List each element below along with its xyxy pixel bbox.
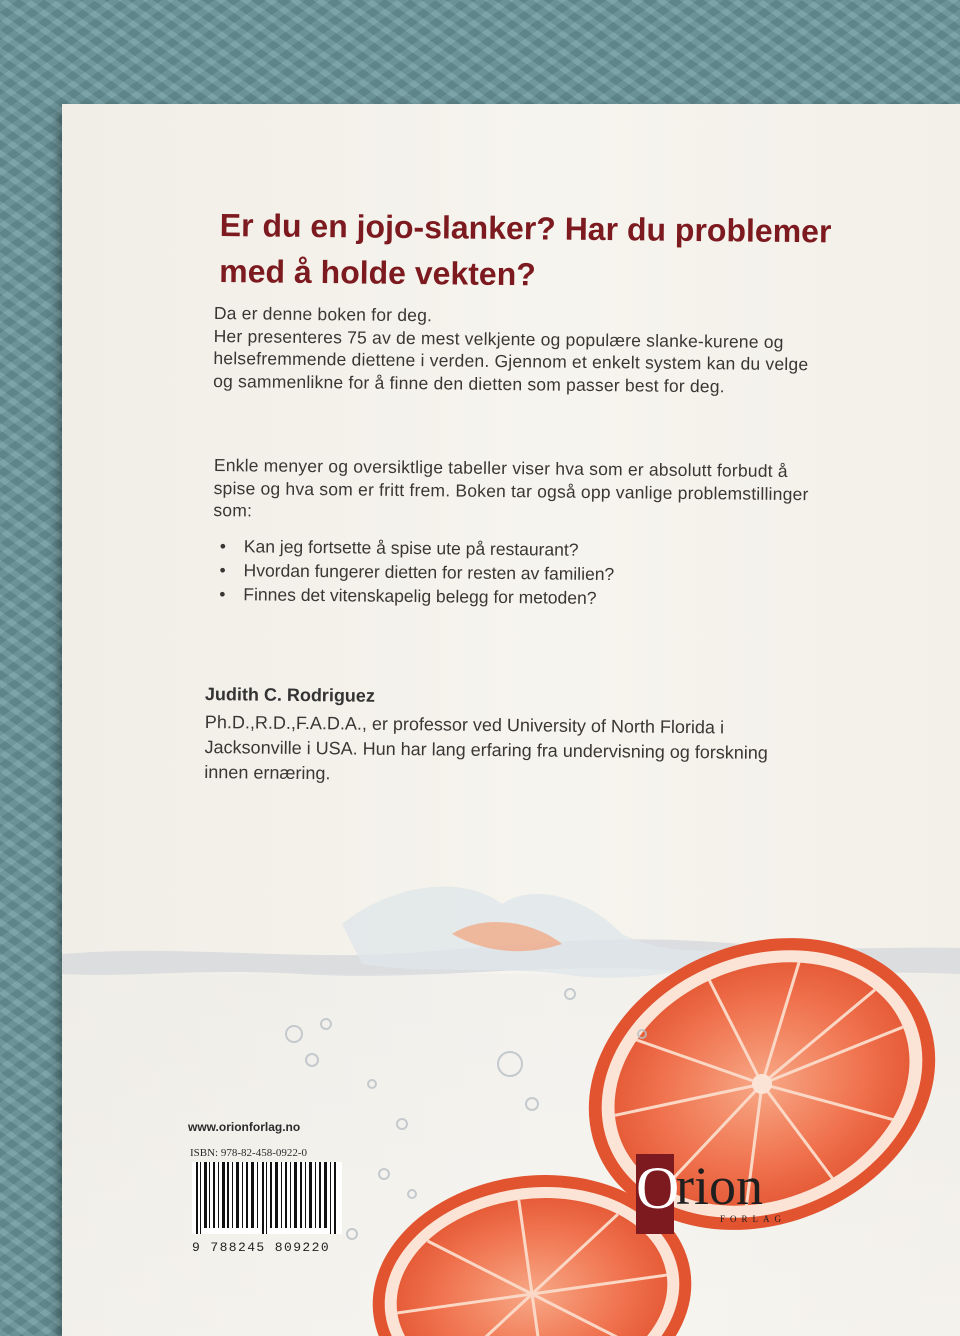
list-item: • Finnes det vitenskapelig belegg for metoden? <box>219 582 614 610</box>
question-list <box>219 534 614 610</box>
logo-wordmark: rion <box>676 1156 763 1216</box>
list-item: • Hvordan fungerer dietten for resten av familien? <box>219 558 614 586</box>
body-paragraph: Enkle menyer og oversiktlige tabeller viser hva som er absolutt forbudt å spise og hva som er fritt frem. Boken tar også opp vanlige problemstillinger som: <box>213 454 809 521</box>
publisher-website: www.orionforlag.no <box>188 1120 301 1134</box>
logo-letter: O <box>636 1154 674 1234</box>
author-bio: Ph.D.,R.D.,F.A.D.A., er professor ved University of North Florida i Jacksonville i USA. Hun har lang erfaring fra undervisning og forskning innen ernæring. <box>204 711 768 784</box>
book-back-cover <box>62 104 960 1336</box>
grapefruit-water-photo <box>62 874 960 1336</box>
logo-subtitle: FORLAG <box>720 1214 787 1224</box>
publisher-logo <box>636 1154 836 1234</box>
list-item: • Kan jeg fortsette å spise ute på restaurant? <box>220 534 615 562</box>
intro-paragraph: Da er denne boken for deg. Her presenteres 75 av de mest velkjente og populære slanke-kurene og helsefremmende diettene i verden. Gjennom et enkelt system kan du velge og sammenlikne for å finne den dietten som passer best for deg. <box>213 302 809 396</box>
barcode-number: 9 788245 809220 <box>192 1240 331 1255</box>
cover-headline: Er du en jojo-slanker? Har du problemer med å holde vekten? <box>219 206 832 293</box>
author-name: Judith C. Rodriguez <box>204 684 375 706</box>
barcode <box>192 1162 342 1234</box>
isbn-label: ISBN: 978-82-458-0922-0 <box>190 1147 308 1159</box>
